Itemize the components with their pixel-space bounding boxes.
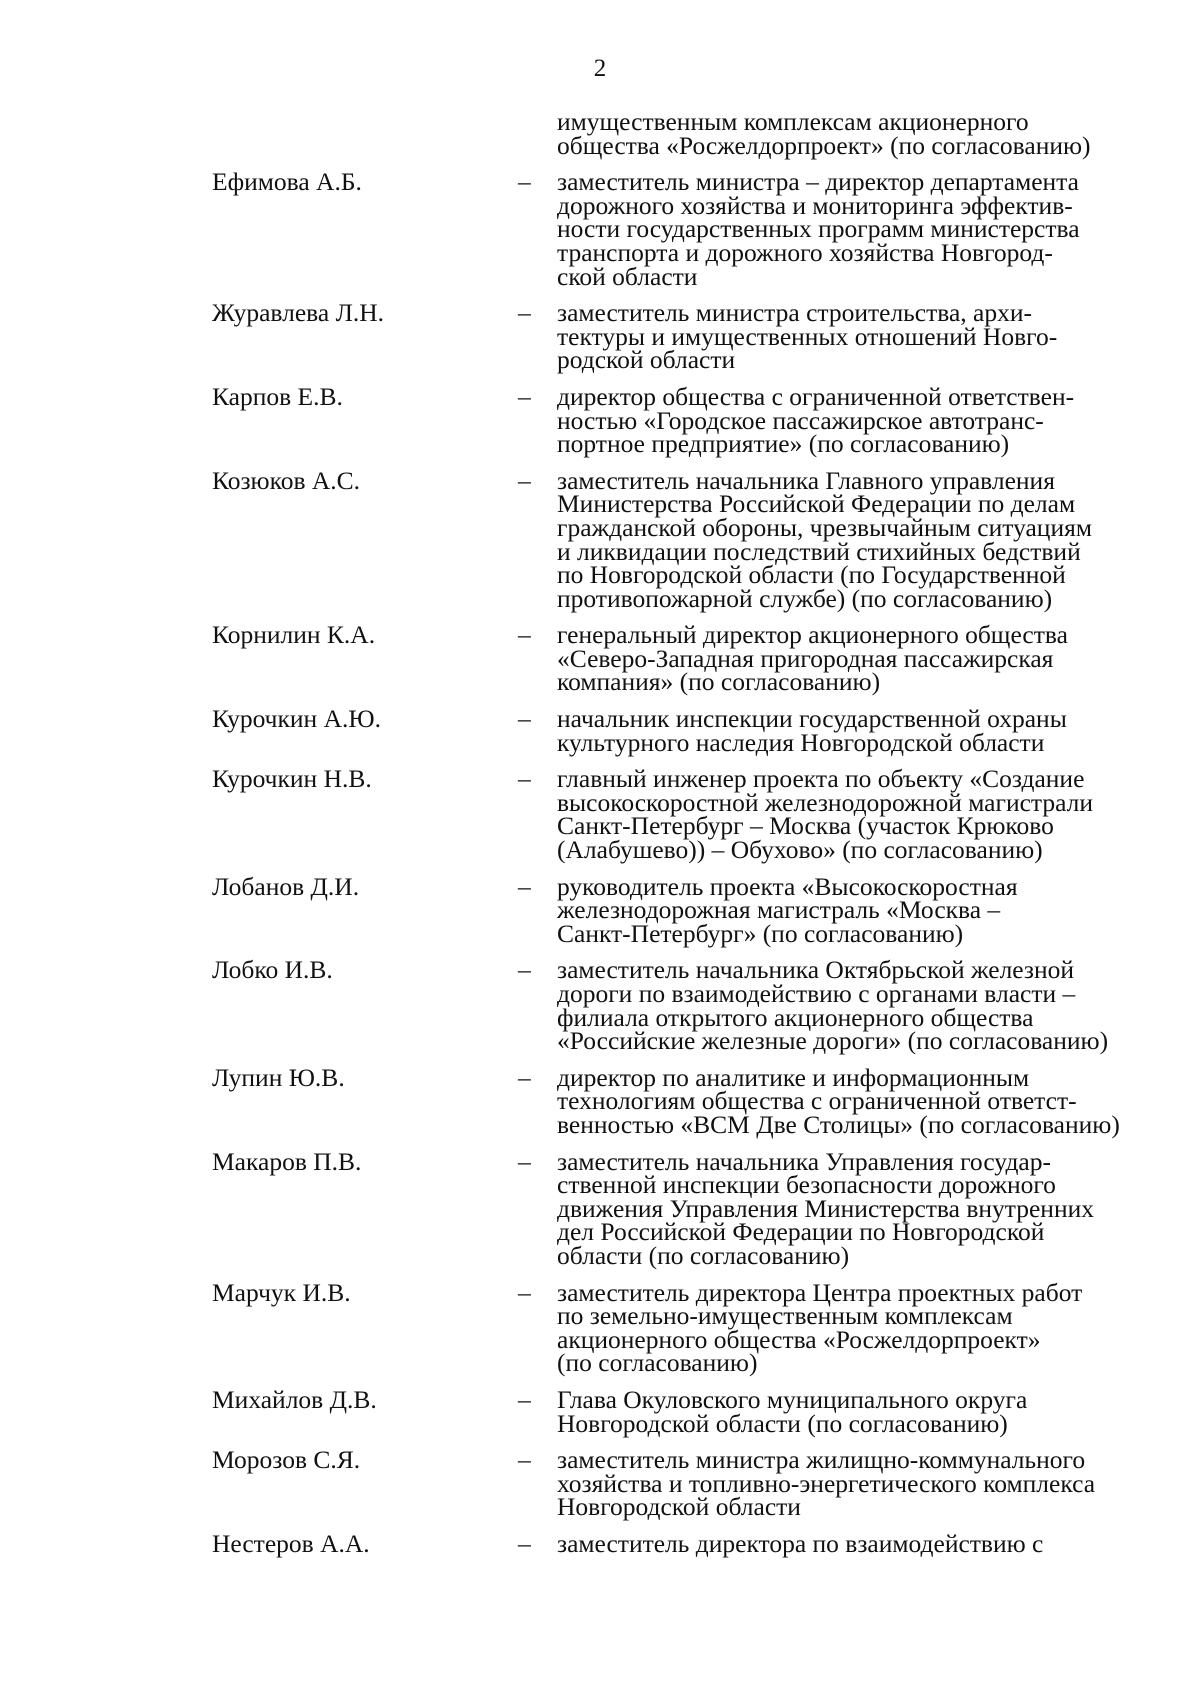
member-row xyxy=(0,704,1200,757)
description-line: дороги по взаимодействию с органами власти – xyxy=(557,979,1076,1008)
member-description xyxy=(557,465,1147,613)
description-line: акционерного общества «Росжелдорпроект» xyxy=(557,1324,1041,1354)
member-name: Ефимова А.Б. xyxy=(212,167,362,197)
description-line: венностью «ВСМ Две Столицы» (по согласованию) xyxy=(557,1109,1120,1139)
description-line: портное предприятие» (по согласованию) xyxy=(557,429,1010,459)
member-row xyxy=(0,764,1200,865)
description-line: дорожного хозяйства и мониторинга эффектив- xyxy=(557,190,1073,220)
member-list xyxy=(0,107,1200,1558)
member-name: Лобко И.В. xyxy=(212,955,333,985)
member-name: Козюков А.С. xyxy=(212,465,361,495)
description-line: по Новгородской области (по Государственной xyxy=(557,560,1066,590)
description-line: Санкт-Петербург – Москва (участок Крюково xyxy=(557,811,1054,841)
description-line: «Российские железные дороги» (по согласованию) xyxy=(557,1026,1109,1056)
description-line: тектуры и имущественных отношений Новго- xyxy=(557,321,1058,351)
description-line: ностью «Городское пассажирское автотранс- xyxy=(557,405,1044,435)
description-line: хозяйства и топливно-энергетического комплекса xyxy=(557,1468,1096,1498)
member-description xyxy=(557,1062,1147,1139)
continuation-row xyxy=(0,107,1200,160)
member-name: Нестеров А.А. xyxy=(212,1528,370,1558)
description-line: противопожарной службе) (по согласованию) xyxy=(557,583,1053,613)
member-description xyxy=(557,1384,1147,1438)
description-line: Министерства Российской Федерации по делам xyxy=(557,489,1076,519)
member-description xyxy=(557,871,1147,948)
description-line: главный инженер проекта по объекту «Создание xyxy=(557,764,1085,794)
description-line: по земельно-имущественным комплексам xyxy=(557,1301,1013,1331)
member-name: Морозов С.Я. xyxy=(212,1445,361,1475)
member-row xyxy=(0,465,1200,613)
description-line: ности государственных программ министерства xyxy=(557,214,1080,244)
member-description xyxy=(557,764,1147,865)
description-line: Санкт-Петербург» (по согласованию) xyxy=(557,918,964,948)
description-line: имущественным комплексам акционерного xyxy=(557,107,1029,136)
member-row xyxy=(0,1146,1200,1270)
description-line: движения Управления Министерства внутренних xyxy=(557,1193,1094,1223)
member-description xyxy=(557,167,1147,291)
member-description xyxy=(557,955,1147,1056)
member-row xyxy=(0,1528,1200,1558)
description-line: и ликвидации последствий стихийных бедствий xyxy=(557,536,1081,566)
dash-separator: – xyxy=(518,1528,531,1558)
dash-separator: – xyxy=(518,381,531,411)
dash-separator: – xyxy=(518,465,531,495)
member-row xyxy=(0,381,1200,459)
dash-separator: – xyxy=(518,620,531,650)
description-line: заместитель министра жилищно-коммунального xyxy=(557,1445,1086,1475)
description-line: транспорта и дорожного хозяйства Новгород- xyxy=(557,237,1053,267)
description-line: компания» (по согласованию) xyxy=(557,667,881,697)
description-line: общества «Росжелдорпроект» (по согласованию) xyxy=(557,130,1091,160)
description-line: технологиям общества с ограниченной ответст- xyxy=(557,1086,1077,1116)
description-line: родской области xyxy=(557,345,736,375)
member-description xyxy=(557,1445,1147,1522)
description-line: заместитель начальника Главного управления xyxy=(557,465,1055,495)
description-line: Глава Окуловского муниципального округа xyxy=(557,1384,1028,1414)
member-name: Лобанов Д.И. xyxy=(212,871,360,901)
member-row xyxy=(0,620,1200,697)
continuation-description xyxy=(557,107,1147,160)
member-row xyxy=(0,871,1200,948)
description-line: высокоскоростной железнодорожной магистрали xyxy=(557,787,1094,817)
description-line: «Северо-Западная пригородная пассажирская xyxy=(557,643,1054,673)
description-line: культурного наследия Новгородской области xyxy=(557,727,1045,757)
member-row xyxy=(0,1384,1200,1438)
page-number: 2 xyxy=(593,55,607,82)
description-line: заместитель министра строительства, архи- xyxy=(557,298,1032,328)
dash-separator: – xyxy=(518,704,531,734)
member-name: Журавлева Л.Н. xyxy=(212,298,385,328)
dash-separator: – xyxy=(518,1445,531,1475)
member-description xyxy=(557,1528,1147,1558)
member-row xyxy=(0,298,1200,375)
dash-separator: – xyxy=(518,298,531,328)
member-row xyxy=(0,1277,1200,1378)
member-description xyxy=(557,1277,1147,1378)
member-description xyxy=(557,704,1147,757)
description-line: ской области xyxy=(557,261,698,291)
member-name: Курочкин Н.В. xyxy=(212,764,372,794)
member-description xyxy=(557,381,1147,459)
member-row xyxy=(0,167,1200,291)
description-line: дел Российской Федерации по Новгородской xyxy=(557,1217,1045,1247)
dash-separator: – xyxy=(518,1146,531,1176)
member-description xyxy=(557,620,1147,697)
description-line: (Алабушево)) – Обухово» (по согласованию) xyxy=(557,835,1043,865)
member-name: Макаров П.В. xyxy=(212,1146,362,1176)
member-row xyxy=(0,1445,1200,1522)
dash-separator: – xyxy=(518,955,531,985)
member-name: Лупин Ю.В. xyxy=(212,1062,345,1092)
dash-separator: – xyxy=(518,1277,531,1307)
member-row xyxy=(0,955,1200,1056)
description-line: заместитель начальника Октябрьской железной xyxy=(557,955,1075,985)
description-line: заместитель директора Центра проектных работ xyxy=(557,1277,1083,1307)
description-line: генеральный директор акционерного общества xyxy=(557,620,1068,650)
member-row xyxy=(0,1062,1200,1139)
member-name: Михайлов Д.В. xyxy=(212,1384,377,1414)
description-line: (по согласованию) xyxy=(557,1348,758,1378)
description-line: руководитель проекта «Высокоскоростная xyxy=(557,871,1018,901)
description-line: Новгородской области (по согласованию) xyxy=(557,1408,1008,1438)
dash-separator: – xyxy=(518,871,531,901)
member-name: Карпов Е.В. xyxy=(212,381,343,411)
description-line: директор по аналитике и информационным xyxy=(557,1062,1030,1092)
description-line: начальник инспекции государственной охраны xyxy=(557,704,1067,734)
dash-separator: – xyxy=(518,764,531,794)
description-line: области (по согласованию) xyxy=(557,1240,850,1270)
member-name: Марчук И.В. xyxy=(212,1277,351,1307)
description-line: заместитель директора по взаимодействию с xyxy=(557,1528,1044,1558)
description-line: ственной инспекции безопасности дорожного xyxy=(557,1170,1056,1200)
description-line: заместитель министра – директор департамента xyxy=(557,167,1079,197)
description-line: филиала открытого акционерного общества xyxy=(557,1002,1034,1032)
dash-separator: – xyxy=(518,1062,531,1092)
description-line: заместитель начальника Управления государ- xyxy=(557,1146,1051,1176)
description-line: директор общества с ограниченной ответствен- xyxy=(557,381,1075,411)
member-name: Курочкин А.Ю. xyxy=(212,704,381,734)
description-line: Новгородской области xyxy=(557,1492,801,1522)
member-name: Корнилин К.А. xyxy=(212,620,376,650)
description-line: железнодорожная магистраль «Москва – xyxy=(557,895,1001,925)
member-description xyxy=(557,298,1147,375)
dash-separator: – xyxy=(518,1384,531,1414)
dash-separator: – xyxy=(518,167,531,197)
member-description xyxy=(557,1146,1147,1270)
description-line: гражданской обороны, чрезвычайным ситуациям xyxy=(557,512,1092,542)
